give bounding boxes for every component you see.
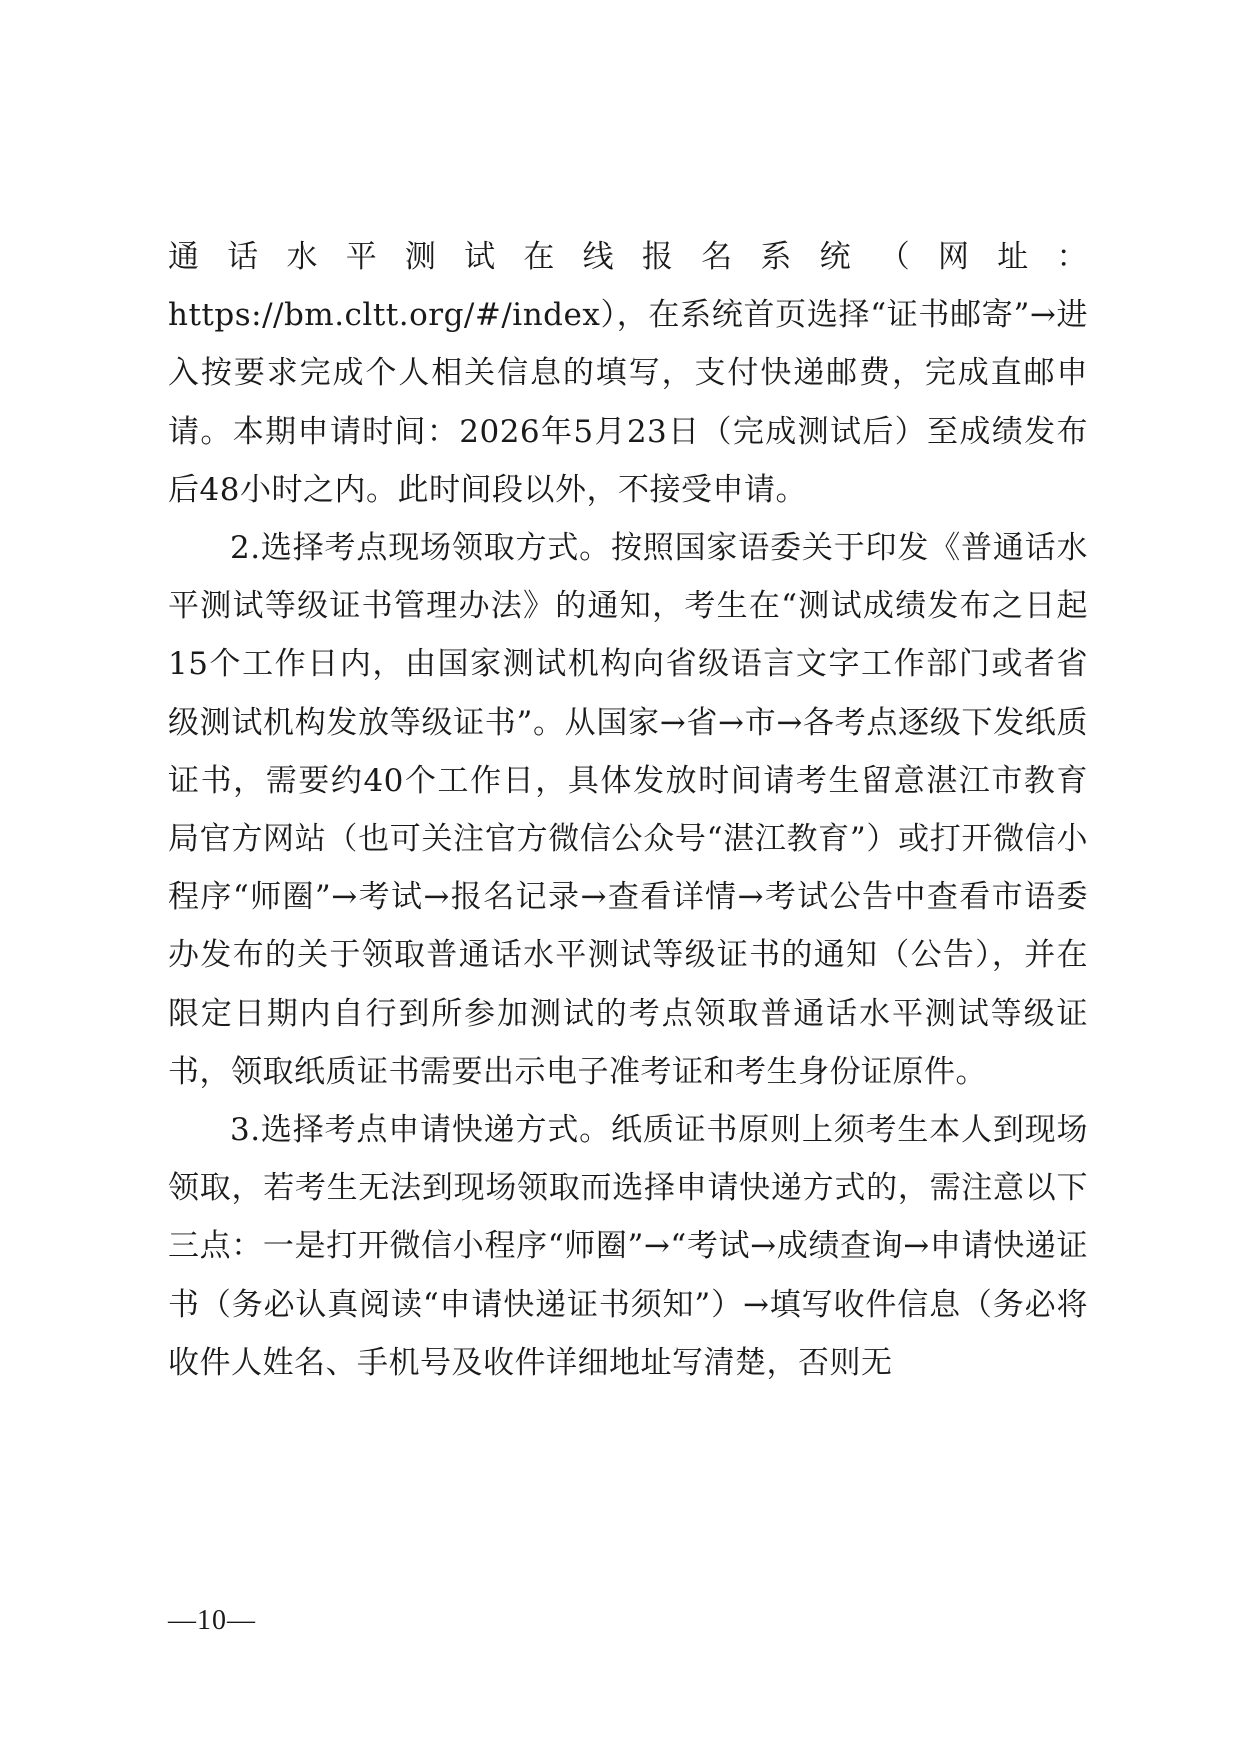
page-number: —10— — [168, 1605, 256, 1636]
document-body — [168, 228, 1088, 1392]
paragraph-3-express-delivery: 3.选择考点申请快递方式。纸质证书原则上须考生本人到现场领取，若考生无法到现场领取而选择申请快递方式的，需注意以下三点：一是打开微信小程序“师圈”→“考试→成绩查询→申请快递证书（务必认真阅读“申请快递证书须知”）→填写收件信息（务必将收件人姓名、手机号及收件详细地址写清楚，否则无 — [168, 1112, 1088, 1381]
paragraph-continuation: 通话水平测试在线报名系统（网址：https://bm.cltt.org/#/index），在系统首页选择“证书邮寄”→进入按要求完成个人相关信息的填写，支付快递邮费，完成直邮申请。本期申请时间：2026年5月23日（完成测试后）至成绩发布后48小时之内。此时间段以外，不接受申请。 — [168, 239, 1088, 508]
paragraph-2-onsite-pickup: 2.选择考点现场领取方式。按照国家语委关于印发《普通话水平测试等级证书管理办法》的通知，考生在“测试成绩发布之日起15个工作日内，由国家测试机构向省级语言文字工作部门或者省级测试机构发放等级证书”。从国家→省→市→各考点逐级下发纸质证书，需要约40个工作日，具体发放时间请考生留意湛江市教育局官方网站（也可关注官方微信公众号“湛江教育”）或打开微信小程序“师圈”→考试→报名记录→查看详情→考试公告中查看市语委办发布的关于领取普通话水平测试等级证书的通知（公告），并在限定日期内自行到所参加测试的考点领取普通话水平测试等级证书，领取纸质证书需要出示电子准考证和考生身份证原件。 — [168, 530, 1088, 1090]
